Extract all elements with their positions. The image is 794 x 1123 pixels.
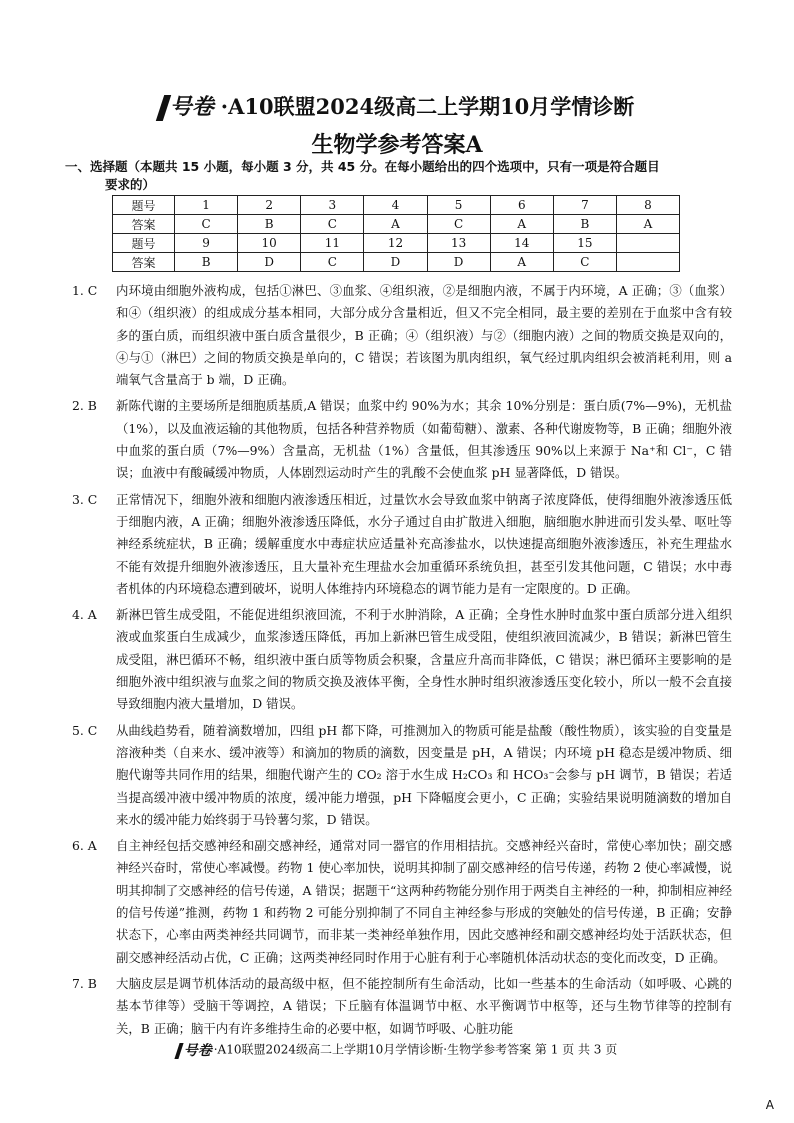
number-label: 题号 (113, 234, 175, 253)
item-number: 2. B (72, 398, 97, 414)
section-heading: 一、选择题（本题共 15 小题，每小题 3 分，共 45 分。在每小题给出的四个选项中，只有一项是符合题目 要求的） (65, 159, 660, 192)
brand-logo: 号卷 (177, 1040, 212, 1060)
item-text: 内环境由细胞外液构成，包括①淋巴、③血浆、④组织液，②是细胞内液，不属于内环境，A 正确；③（血浆）和④（组织液）的组成成分基本相同，大部分成分含量相近，但又不完全相同，最主要的差别在于血浆中含有较多的蛋白质，而组织液中蛋白质含量很少，B 正确；④（组织液）与②（细胞内液）之间的物质交换是双向的，④与①（淋巴）之间的物质交换是单向的，C 错误；若该图为肌肉组织，氧气经过肌肉组织会被消耗利用，则 a 端氧气含量高于 b 端，D 正确。 (116, 283, 732, 388)
list-item (72, 489, 732, 600)
item-number: 7. B (72, 975, 97, 991)
item-number: 4. A (72, 607, 97, 623)
list-item (72, 720, 732, 831)
answer-label: 答案 (113, 215, 175, 234)
item-number: 6. A (72, 838, 97, 854)
title-line (0, 90, 794, 122)
table-row: 答案 C B C A C A B A (113, 215, 680, 234)
list-item (72, 973, 732, 1040)
list-item (72, 395, 732, 484)
list-item (72, 835, 732, 969)
version-mark: A (765, 1098, 774, 1112)
page-subtitle: 生物学参考答案A (311, 132, 483, 158)
item-text: 正常情况下，细胞外液和细胞内液渗透压相近，过量饮水会导致血浆中钠离子浓度降低，使得细胞外液渗透压低于细胞内液，A 正确；细胞外液渗透压降低，水分子通过自由扩散进入细胞，脑细胞水肿进而引发头晕、呕吐等神经系统症状，B 正确；缓解重度水中毒症状应适量补充高渗盐水，以快速提高细胞外液渗透压，补充生理盐水不能有效提升细胞外液渗透压，且大量补充生理盐水会加重循环系统负担，甚至引发其他问题，C 错误；水中毒者机体的内环境稳态遭到破坏，说明人体维持内环境稳态的调节能力是有一定限度的。D 正确。 (116, 491, 732, 596)
page-title: ·A10联盟2024级高二上学期10月学情诊断 (220, 93, 635, 119)
answer-label: 答案 (113, 253, 175, 272)
item-text: 自主神经包括交感神经和副交感神经，通常对同一器官的作用相拮抗。交感神经兴奋时，常使心率加快；副交感神经兴奋时，常使心率减慢。药物 1 使心率加快，说明其抑制了副交感神经的信号传递，药物 2 使心率减慢，说明其抑制了交感神经的信号传递，A 错误；据题干“这两种药物能分别作用于两类自主神经的一种，抑制相应神经的信号传递”推测，药物 1 和药物 2 可能分别抑制了不同自主神经参与形成的突触处的信号传递，B 正确；安静状态下，心率由两类神经共同调节，而非某一类神经单独作用，因此交感神经和副交感神经均处于活跃状态，但副交感神经活动占优，C 正确；这两类神经同时作用于心脏有利于心率随机体活动状态的变化而改变，D 正确。 (116, 838, 732, 965)
table-row: 答案 B D C D D A C (113, 253, 680, 272)
table-row: 题号 1 2 3 4 5 6 7 8 (113, 196, 680, 215)
brand-logo: 号卷 (160, 90, 214, 121)
number-label: 题号 (113, 196, 175, 215)
item-text: 新淋巴管生成受阻，不能促进组织液回流，不利于水肿消除，A 正确；全身性水肿时血浆中蛋白质部分进入组织液或血浆蛋白生成减少，血浆渗透压降低，再加上新淋巴管生成受阻，使组织液回流减少，B 错误；新淋巴管生成受阻，淋巴循环不畅，组织液中蛋白质等物质会积聚，含量应升高而非降低，C 错误；淋巴循环主要影响的是细胞外液中组织液与血浆之间的物质交换及液体平衡，全身性水肿时组织液渗透压变化较小，所以一般不会直接导致细胞内液大量增加，D 错误。 (116, 607, 732, 712)
table-row: 题号 9 10 11 12 13 14 15 (113, 234, 680, 253)
item-text: 大脑皮层是调节机体活动的最高级中枢，但不能控制所有生命活动，比如一些基本的生命活动（如呼吸、心跳的基本节律等）受脑干等调控，A 错误；下丘脑有体温调节中枢、水平衡调节中枢等，还与生物节律等的控制有关，B 正确；脑干内有许多维持生命的必要中枢，如调节呼吸、心脏功能 (116, 975, 732, 1036)
item-text: 新陈代谢的主要场所是细胞质基质,A 错误；血浆中约 90%为水；其余 10%分别是：蛋白质(7%—9%)，无机盐（1%），以及血液运输的其他物质，包括各种营养物质（如葡萄糖）、激素、各种代谢废物等，B 正确；细胞外液中血浆的蛋白质（7%—9%）含量高，无机盐（1%）含量低，但其渗透压 90%以上来源于 Na⁺和 Cl⁻，C 错误；血液中有酸碱缓冲物质，人体剧烈运动时产生的乳酸不会使血浆 pH 显著降低，D 错误。 (116, 398, 732, 481)
item-number: 5. C (72, 722, 98, 738)
list-item (72, 280, 732, 391)
page-footer (0, 1040, 794, 1060)
list-item (72, 604, 732, 715)
footer-text: ·A10联盟2024级高二上学期10月学情诊断·生物学参考答案 第 1 页 共 3 页 (213, 1042, 618, 1057)
answer-table (112, 195, 680, 272)
explanation-list (72, 280, 732, 1044)
item-number: 1. C (72, 283, 98, 298)
item-text: 从曲线趋势看，随着滴数增加，四组 pH 都下降，可推测加入的物质可能是盐酸（酸性物质），该实验的自变量是溶液种类（自来水、缓冲液等）和滴加的物质的滴数，因变量是 pH，A 错误；内环境 pH 稳态是缓冲物质、细胞代谢等共同作用的结果，细胞代谢产生的 CO₂ 溶于水生成 H₂CO₃ 和 HCO₃⁻会参与 pH 调节，B 错误；若适当提高缓冲液中缓冲物质的浓度，缓冲能力增强，pH 下降幅度会更小，C 正确；实验结果说明随滴数的增加自来水的缓冲能力始终弱于马铃薯匀浆，D 错误。 (116, 722, 732, 827)
item-number: 3. C (72, 491, 98, 507)
